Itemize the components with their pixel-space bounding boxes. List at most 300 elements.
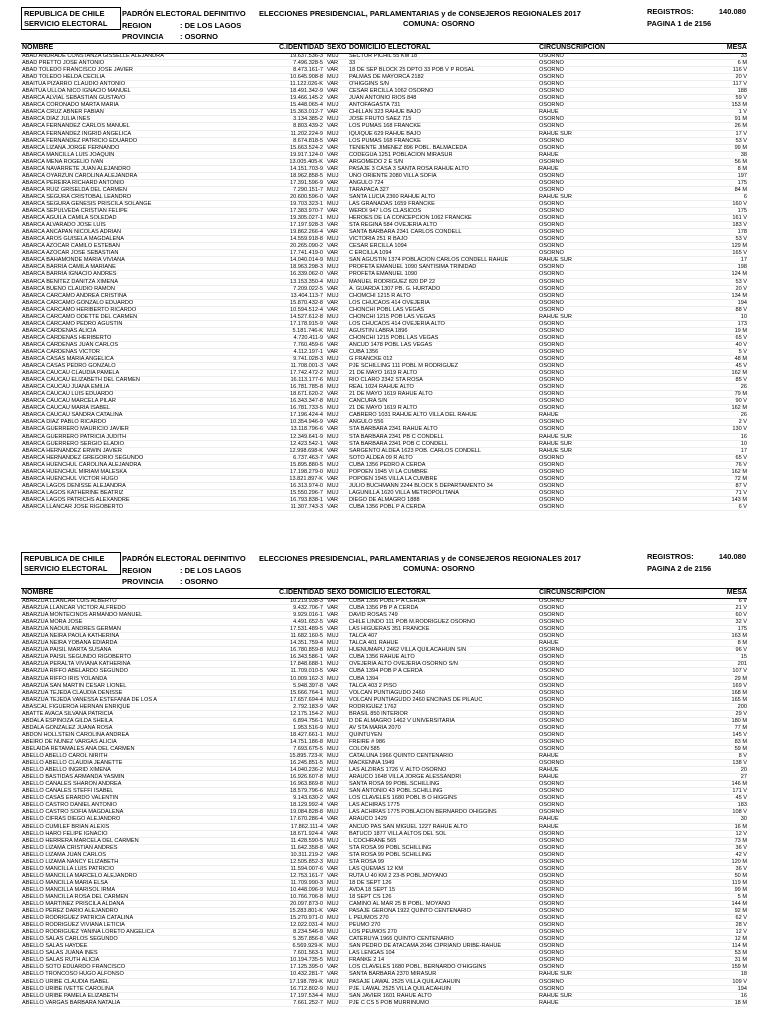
voter-address: CAMINO AL MAR 25 B POBL. MOYANO xyxy=(349,901,451,908)
voter-sex: VAR xyxy=(327,851,339,858)
voter-table-number: 20 V xyxy=(735,74,747,81)
voter-address: HEROES DE LA CONCEPCION 1062 FRANCKE xyxy=(349,215,472,222)
voter-sex: VAR xyxy=(327,830,339,837)
voter-address: LAS QUEMAS 12 KM xyxy=(349,865,404,872)
voter-name: ABARZUA PAISIL MARTA SUSANA xyxy=(22,647,112,654)
voter-sex: VAR xyxy=(327,865,339,872)
voter-district: OSORNO xyxy=(539,731,564,738)
voter-name: ABARCA ANCAPAN NICOLAS ADRIAN xyxy=(22,229,122,236)
voter-district: OSORNO xyxy=(539,426,564,433)
voter-address: PASAJE GERONA 1922 QUINTO CENTENARIO xyxy=(349,908,471,915)
table-row xyxy=(21,605,747,612)
table-row xyxy=(21,88,747,95)
voter-name: ABARCA CARDENAS ALICIA xyxy=(22,327,97,334)
voter-address: TALCA 401 RAHUE xyxy=(349,640,399,647)
voter-sex: MUJ xyxy=(327,489,339,496)
voter-table-number: 146 M xyxy=(731,781,747,788)
table-row xyxy=(21,145,747,152)
voter-sex: VAR xyxy=(327,306,339,313)
voter-id: 16.963.869-8 xyxy=(290,781,323,788)
voter-sex: MUJ xyxy=(327,74,339,81)
voter-district: OSORNO xyxy=(539,879,564,886)
voter-name: ABELLO BASTIDAS ARMANDA YASMIN xyxy=(22,774,125,781)
voter-address: 21 DE MAYO 1619 RAHUE ALTO xyxy=(349,391,433,398)
voter-id: 7.209.022-5 xyxy=(293,285,323,292)
voter-address: SANTA ROSA 99 POBL.SCHILLING xyxy=(349,781,440,788)
voter-district: OSORNO xyxy=(539,475,564,482)
voter-table-number: 90 V xyxy=(735,398,747,405)
voter-district: OSORNO xyxy=(539,292,564,299)
voter-sex: MUJ xyxy=(327,356,339,363)
voter-table-number: 129 M xyxy=(731,243,747,250)
table-row xyxy=(21,880,747,887)
voter-name: ABARCA CARCAMO PEDRO AGUSTIN xyxy=(22,320,123,327)
voter-sex: VAR xyxy=(327,165,339,172)
voter-district: OSORNO xyxy=(539,830,564,837)
table-row xyxy=(21,704,747,711)
voter-table-number: 109 V xyxy=(732,978,747,985)
voter-sex: VAR xyxy=(327,158,339,165)
voter-address: STA ROSA 99 POBL SCHILLING xyxy=(349,844,432,851)
voter-name: ABARCA CARDENAS VICTOR xyxy=(22,348,100,355)
voter-id: 7.496.328-5 xyxy=(293,60,323,67)
voter-id: 15.448.065-4 xyxy=(290,102,323,109)
voter-name: ABAD ANDRADE CONSTANZA GISSELLE ALEJANDRA xyxy=(22,53,164,59)
voter-sex: VAR xyxy=(327,222,339,229)
voter-address: 33 xyxy=(349,60,356,67)
voter-table-number: 17 V xyxy=(735,130,747,137)
voter-district: OSORNO xyxy=(539,454,564,461)
voter-name: ABARZUA TEJEDA VANESSA ESTEFANIA DE LOS A xyxy=(22,696,158,703)
voter-address: SAN JAVIER 1601 RAHUE ALTO xyxy=(349,992,432,999)
voter-name: ABELLO SOTO EDUARDO FRANCISCO xyxy=(22,964,126,971)
voter-table-number: 19 M xyxy=(734,327,747,334)
voter-table-number: 59 V xyxy=(735,95,747,102)
voter-table-number: 8 M xyxy=(737,640,747,647)
table-row xyxy=(21,950,747,957)
voter-id: 19.862.266-4 xyxy=(290,229,323,236)
table-row xyxy=(21,448,747,455)
voter-table-number: 40 V xyxy=(735,341,747,348)
voter-sex: MUJ xyxy=(327,640,339,647)
table-row xyxy=(21,993,747,1000)
table-row xyxy=(21,476,747,483)
voter-sex: MUJ xyxy=(327,405,339,412)
voter-sex: VAR xyxy=(327,598,339,604)
voter-district: OSORNO xyxy=(539,929,564,936)
table-row xyxy=(21,922,747,929)
voter-name: ABARCA HERNANDEZ GREGORIO SEGUNDO xyxy=(22,454,144,461)
table-row xyxy=(21,633,747,640)
registros-block xyxy=(647,6,746,29)
voter-district: OSORNO xyxy=(539,137,564,144)
voter-id: 17.862.111-4 xyxy=(290,823,323,830)
table-row xyxy=(21,419,747,426)
voter-address: CUBA 1394 xyxy=(349,675,379,682)
voter-sex: MUJ xyxy=(327,292,339,299)
voter-district: RAHUE xyxy=(539,151,559,158)
table-row xyxy=(21,901,747,908)
voter-district: OSORNO xyxy=(539,222,564,229)
voter-table-number: 145 V xyxy=(732,731,747,738)
voter-district: OSORNO xyxy=(539,377,564,384)
voter-address: CUBA 1356 RAHUE ALTO xyxy=(349,654,415,661)
voter-sex: VAR xyxy=(327,872,339,879)
org-service: SERVICIO ELECTORAL xyxy=(24,18,108,28)
voter-id: 17.125.395-0 xyxy=(290,964,323,971)
table-row xyxy=(21,986,747,993)
voter-table-number: 20 xyxy=(740,767,747,774)
voter-address: SAN PEDRO DE ATACAMA 2046 CIPRIANO URIBE-RAHUE xyxy=(349,943,502,950)
voter-table-number: 119 M xyxy=(731,879,747,886)
voter-district: OSORNO xyxy=(539,81,564,88)
voter-name: ABELLO CUMILEF BRIAN ALEXIS xyxy=(22,823,110,830)
voter-district: OSORNO xyxy=(539,950,564,957)
voter-address: LAS HIGUERAS 351 FRANCKE xyxy=(349,626,430,633)
voter-id: 16.113.177-6 xyxy=(290,377,323,384)
table-row xyxy=(21,335,747,342)
voter-district: OSORNO xyxy=(539,158,564,165)
voter-sex: MUJ xyxy=(327,788,339,795)
table-row xyxy=(21,123,747,130)
voter-id: 11.122.026-K xyxy=(289,81,323,88)
election-title: ELECCIONES PRESIDENCIAL, PARLAMENTARIAS y de CONSEJEROS REGIONALES 2017 xyxy=(259,9,581,18)
voter-sex: MUJ xyxy=(327,384,339,391)
voter-name: ABARCA AZOCAR CAMILO ESTEBAN xyxy=(22,243,120,250)
voter-district: RAHUE SUR xyxy=(539,313,572,320)
table-row xyxy=(21,774,747,781)
voter-address: LOS PUMAS 168 FRANCKE xyxy=(349,137,421,144)
table-row xyxy=(21,915,747,922)
voter-district: OSORNO xyxy=(539,760,564,767)
voter-table-number: 165 M xyxy=(731,696,747,703)
voter-address: CODEGUA 1251 POBLACION MIRASUR xyxy=(349,151,453,158)
voter-name: ABARCA LAGOS KATHERINE BEATRIZ xyxy=(22,489,124,496)
voter-name: ABARCA DIAZ JULIA INES xyxy=(22,116,91,123)
voter-district: OSORNO xyxy=(539,264,564,271)
table-row xyxy=(21,363,747,370)
region-label: REGION xyxy=(122,20,152,30)
voter-name: ABARCA BARRIA CAMILA MARIANE xyxy=(22,264,116,271)
voter-address: FREIRE # 986 xyxy=(349,738,386,745)
voter-id: 17.178.915-9 xyxy=(290,320,323,327)
voter-table-number: 161 V xyxy=(732,215,747,222)
voter-sex: MUJ xyxy=(327,370,339,377)
voter-name: ABASCAL FIGUEROA HERNAN ENRIQUE xyxy=(22,703,131,710)
voter-address: O'HIGGINS S/N xyxy=(349,81,389,88)
voter-address: LOS CHUCAOS 414 OVEJERIA ALTO xyxy=(349,320,445,327)
voter-name: ABARCA CAUCAU JUANA EMILIA xyxy=(22,384,110,391)
voter-id: 2.792.183-9 xyxy=(293,703,323,710)
voter-sex: VAR xyxy=(327,795,339,802)
voter-sex: MUJ xyxy=(327,781,339,788)
voter-name: ABELLO CASTRO DANIEL ANTONIO xyxy=(22,802,117,809)
table-row xyxy=(21,166,747,173)
voter-district: OSORNO xyxy=(539,696,564,703)
table-row xyxy=(21,598,747,605)
voter-id: 7.601.563-1 xyxy=(293,950,323,957)
voter-id: 18.671.620-2 xyxy=(290,391,323,398)
voter-name: ABAD TOLEDO HELDA CECILIA xyxy=(22,74,105,81)
table-row xyxy=(21,102,747,109)
voter-district: OSORNO xyxy=(539,200,564,207)
voter-name: ABARCA SEGURA GENESIS PRISCILA SOLANGE xyxy=(22,200,152,207)
table-row xyxy=(21,979,747,986)
voter-id: 13.153.350-4 xyxy=(290,278,323,285)
voter-table-number: 60 V xyxy=(735,612,747,619)
voter-sex: MUJ xyxy=(327,468,339,475)
voter-sex: MUJ xyxy=(327,893,339,900)
voter-id: 19.084.828-8 xyxy=(290,809,323,816)
table-row xyxy=(21,718,747,725)
voter-table-number: 8 M xyxy=(737,165,747,172)
table-row xyxy=(21,187,747,194)
voter-district: OSORNO xyxy=(539,802,564,809)
voter-address: AVDA 18 SEPT 15 xyxy=(349,886,396,893)
table-row xyxy=(21,328,747,335)
voter-address: STA BARBARA 2341 POB C CONDELL xyxy=(349,440,449,447)
voter-sex: VAR xyxy=(327,654,339,661)
voter-name: ABARCA OYARZUN CAROLINA ALEJANDRA xyxy=(22,172,138,179)
voter-sex: VAR xyxy=(327,605,339,612)
padron-meta xyxy=(122,8,246,43)
voter-table-number: 2 V xyxy=(738,419,747,426)
voter-id: 16.339.062-0 xyxy=(290,271,323,278)
voter-address: MACKENNA 1949 xyxy=(349,760,395,767)
voter-district: OSORNO xyxy=(539,53,564,59)
column-header-nombre: NOMBRE xyxy=(22,589,54,596)
column-header-nombre: NOMBRE xyxy=(22,44,54,51)
column-header-mesa: MESA xyxy=(726,44,747,51)
table-row xyxy=(21,831,747,838)
table-row xyxy=(21,60,747,67)
voter-address: POPOEN 1945 VI LA CUMBRE xyxy=(349,468,428,475)
voter-district: OSORNO xyxy=(539,489,564,496)
voter-address: ANCUD PAS SAN MIGUEL 1227 RAHUE ALTO xyxy=(349,823,468,830)
voter-address: A. GUARDA 1307 PB. G. HURTADO xyxy=(349,285,441,292)
voter-sex: VAR xyxy=(327,802,339,809)
voter-name: ABARZUA PERALTA VIVIANA KATHERINA xyxy=(22,661,131,668)
registros-value: 140.080 xyxy=(718,7,746,16)
table-row xyxy=(21,964,747,971)
table-row xyxy=(21,683,747,690)
voter-district: OSORNO xyxy=(539,964,564,971)
voter-sex: MUJ xyxy=(327,731,339,738)
voter-address: STA BARBARA 2341 PB C CONDELL xyxy=(349,433,444,440)
padron-title: PADRÓN ELECTORAL DEFINITIVO xyxy=(122,9,246,18)
table-row xyxy=(21,194,747,201)
voter-sex: VAR xyxy=(327,971,339,978)
voter-address: JOSE FRUTO SAEZ 715 xyxy=(349,116,412,123)
voter-district: OSORNO xyxy=(539,271,564,278)
voter-table xyxy=(21,53,747,511)
voter-address: LOS CHUCAOS 414 OVEJERIA xyxy=(349,299,430,306)
voter-id: 15.895.880-5 xyxy=(290,461,323,468)
voter-district: OSORNO xyxy=(539,250,564,257)
voter-district: OSORNO xyxy=(539,391,564,398)
voter-id: 8.473.161-7 xyxy=(293,67,323,74)
voter-sex: VAR xyxy=(327,88,339,95)
voter-id: 9.432.706-7 xyxy=(293,605,323,612)
voter-table-number: 29 V xyxy=(735,710,747,717)
voter-sex: MUJ xyxy=(327,901,339,908)
page-number: PAGINA 1 de 2156 xyxy=(647,18,712,28)
voter-name: ABARZUA RIFFO IRIS YOLANDA xyxy=(22,675,108,682)
voter-district: OSORNO xyxy=(539,710,564,717)
voter-name: ABELLO CIFRAS DIEGO ALEJANDRO xyxy=(22,816,121,823)
table-row xyxy=(21,138,747,145)
voter-sex: VAR xyxy=(327,964,339,971)
voter-district: OSORNO xyxy=(539,285,564,292)
table-row xyxy=(21,866,747,873)
voter-address: PROFETA EMANUEL 1090 xyxy=(349,271,418,278)
table-row xyxy=(21,661,747,668)
voter-table-number: 18 xyxy=(740,971,747,978)
table-row xyxy=(21,497,747,504)
voter-table-number: 168 M xyxy=(731,689,747,696)
voter-table-number: 198 xyxy=(737,264,747,271)
voter-address: DIEGO DE ALMAGRO 1888 xyxy=(349,496,420,503)
voter-name: ABELLO SALAS CARLOS SEGUNDO xyxy=(22,936,118,943)
voter-table-number: 194 xyxy=(737,299,747,306)
voter-id: 7.760.459-6 xyxy=(293,341,323,348)
voter-sex: MUJ xyxy=(327,809,339,816)
table-row xyxy=(21,384,747,391)
voter-table-number: 17 xyxy=(740,257,747,264)
voter-table-number: 53 V xyxy=(735,236,747,243)
voter-address: JULIO BUCHMANN 2244 BLOCK 5 DEPARTAMENTO 34 xyxy=(349,482,493,489)
provincia-value: : OSORNO xyxy=(180,32,218,41)
voter-table-number: 72 M xyxy=(734,475,747,482)
voter-name: ABARZUA SAN MARTIN CESAR LIONEL xyxy=(22,682,127,689)
voter-id: 4.112.197-1 xyxy=(293,348,323,355)
voter-table-number: 8 V xyxy=(738,753,747,760)
voter-table-number: 85 V xyxy=(735,377,747,384)
voter-sex: MUJ xyxy=(327,753,339,760)
voter-id: 17.196.424-4 xyxy=(290,412,323,419)
voter-address: CHILE LINDO 111 POB M.RODRIGUEZ OSORNO xyxy=(349,619,476,626)
voter-sex: MUJ xyxy=(327,327,339,334)
voter-sex: MUJ xyxy=(327,950,339,957)
voter-table-number: 144 M xyxy=(731,901,747,908)
table-row xyxy=(21,349,747,356)
table-row xyxy=(21,469,747,476)
voter-id: 10.219.938-3 xyxy=(290,598,323,604)
voter-table xyxy=(21,598,747,1007)
table-row xyxy=(21,236,747,243)
voter-sex: MUJ xyxy=(327,215,339,222)
voter-name: ABARCA SEGURA CRISTOBAL LEANDRO xyxy=(22,193,132,200)
voter-district: OSORNO xyxy=(539,370,564,377)
voter-table-number: 12 V xyxy=(735,929,747,936)
voter-address: C ERCILLA 1094 xyxy=(349,250,392,257)
voter-table-number: 65 V xyxy=(735,454,747,461)
voter-sex: VAR xyxy=(327,668,339,675)
voter-address: ARAUCO 1429 xyxy=(349,816,387,823)
table-row xyxy=(21,462,747,469)
voter-address: LAGUNILLA 1620 VILLA METROPOLITANA xyxy=(349,489,459,496)
voter-name: ABARCA GUERRERO PATRICIA JUDITH xyxy=(22,433,127,440)
voter-name: ABARZUA MORA JOSE xyxy=(22,619,83,626)
voter-id: 17.657.694-4 xyxy=(290,696,323,703)
table-row xyxy=(21,802,747,809)
voter-name: ABELLO RODRIGUEZ PATRICIA CATALINA xyxy=(22,915,134,922)
voter-district: OSORNO xyxy=(539,356,564,363)
voter-district: RAHUE SUR xyxy=(539,447,572,454)
voter-table-number: 165 V xyxy=(732,250,747,257)
voter-name: ABARZUA NEIRA PAOLA KATHERINA xyxy=(22,633,120,640)
election-title: ELECCIONES PRESIDENCIAL, PARLAMENTARIAS y de CONSEJEROS REGIONALES 2017 xyxy=(259,554,581,563)
voter-table-number: 160 V xyxy=(732,200,747,207)
voter-sex: MUJ xyxy=(327,957,339,964)
voter-table-number: 42 V xyxy=(735,851,747,858)
voter-sex: VAR xyxy=(327,285,339,292)
voter-id: 18.427.661-1 xyxy=(290,731,323,738)
voter-id: 5.181.746-K xyxy=(292,327,323,334)
table-row xyxy=(21,1000,747,1007)
voter-name: ABARCA CARCAMO GONZALO EDUARDO xyxy=(22,299,134,306)
voter-id: 4.491.652-5 xyxy=(293,619,323,626)
voter-id: 14.559.918-8 xyxy=(290,236,323,243)
voter-name: ABDALA GONZALEZ JUANA ROSA xyxy=(22,724,113,731)
voter-district: OSORNO xyxy=(539,461,564,468)
voter-name: ABARCA CAUCAU CLAUDIA PAMELA xyxy=(22,370,120,377)
voter-district: OSORNO xyxy=(539,116,564,123)
voter-district: OSORNO xyxy=(539,647,564,654)
table-row xyxy=(21,739,747,746)
voter-district: OSORNO xyxy=(539,496,564,503)
voter-table-number: 138 V xyxy=(732,760,747,767)
voter-sex: MUJ xyxy=(327,116,339,123)
voter-name: ABELLO RODRIGUEZ YANINA LORETO ANGÉLICA xyxy=(22,929,155,936)
voter-name: ABDON HOLLSTEIN CAROLINA ANDREA xyxy=(22,731,129,738)
table-row xyxy=(21,788,747,795)
voter-sex: VAR xyxy=(327,208,339,215)
voter-address: 21 DE MAYO 1619 R ALTO xyxy=(349,405,418,412)
voter-id: 17.198.789-K xyxy=(289,978,323,985)
voter-table-number: 31 M xyxy=(734,957,747,964)
column-header-sexo: SEXO xyxy=(327,589,347,596)
voter-sex: VAR xyxy=(327,229,339,236)
voter-address: RODRIGUEZ 1762 xyxy=(349,703,397,710)
voter-table-number: 130 V xyxy=(732,426,747,433)
voter-address: QUINTUYEN xyxy=(349,731,382,738)
voter-id: 9.143.630-2 xyxy=(293,795,323,802)
voter-address: STA BARBARA 2341 RAHUE ALTO xyxy=(349,426,438,433)
voter-address: HUENUMAPU 2462 VILLA QUILACAHUIN S/N xyxy=(349,647,467,654)
voter-address: SOTO ALDEA 09 R ALTO xyxy=(349,454,413,461)
org-country: REPUBLICA DE CHILE xyxy=(24,554,105,563)
voter-sex: MUJ xyxy=(327,675,339,682)
voter-name: ABARCA SEPULVEDA CRISTIAN FELIPE xyxy=(22,208,128,215)
voter-id: 16.793.838-1 xyxy=(290,496,323,503)
voter-sex: MUJ xyxy=(327,978,339,985)
voter-name: ABARCA PEREIRA RICHARD ANTONIO xyxy=(22,179,125,186)
voter-address: LAS GRANADAS 1659 FRANCKE xyxy=(349,200,435,207)
voter-name: ABARCA GUERRERO SERGIO ELADIO xyxy=(22,440,124,447)
voter-district: OSORNO xyxy=(539,978,564,985)
voter-sex: VAR xyxy=(327,908,339,915)
voter-district: OSORNO xyxy=(539,299,564,306)
voter-address: AGUSTIN LABRA 1896 xyxy=(349,327,408,334)
voter-sex: VAR xyxy=(327,60,339,67)
voter-name: ABELLO MANCILLA MARISOL IRMA xyxy=(22,886,116,893)
voter-name: ABARCA LAGOS PATRICHS ALEXANDRE xyxy=(22,496,130,503)
table-row xyxy=(21,279,747,286)
voter-id: 8.234.546-9 xyxy=(293,929,323,936)
voter-address: PASAJE 3 CASA 3 SANTA ROSA RAHUE ALTO xyxy=(349,165,469,172)
voter-district: OSORNO xyxy=(539,179,564,186)
